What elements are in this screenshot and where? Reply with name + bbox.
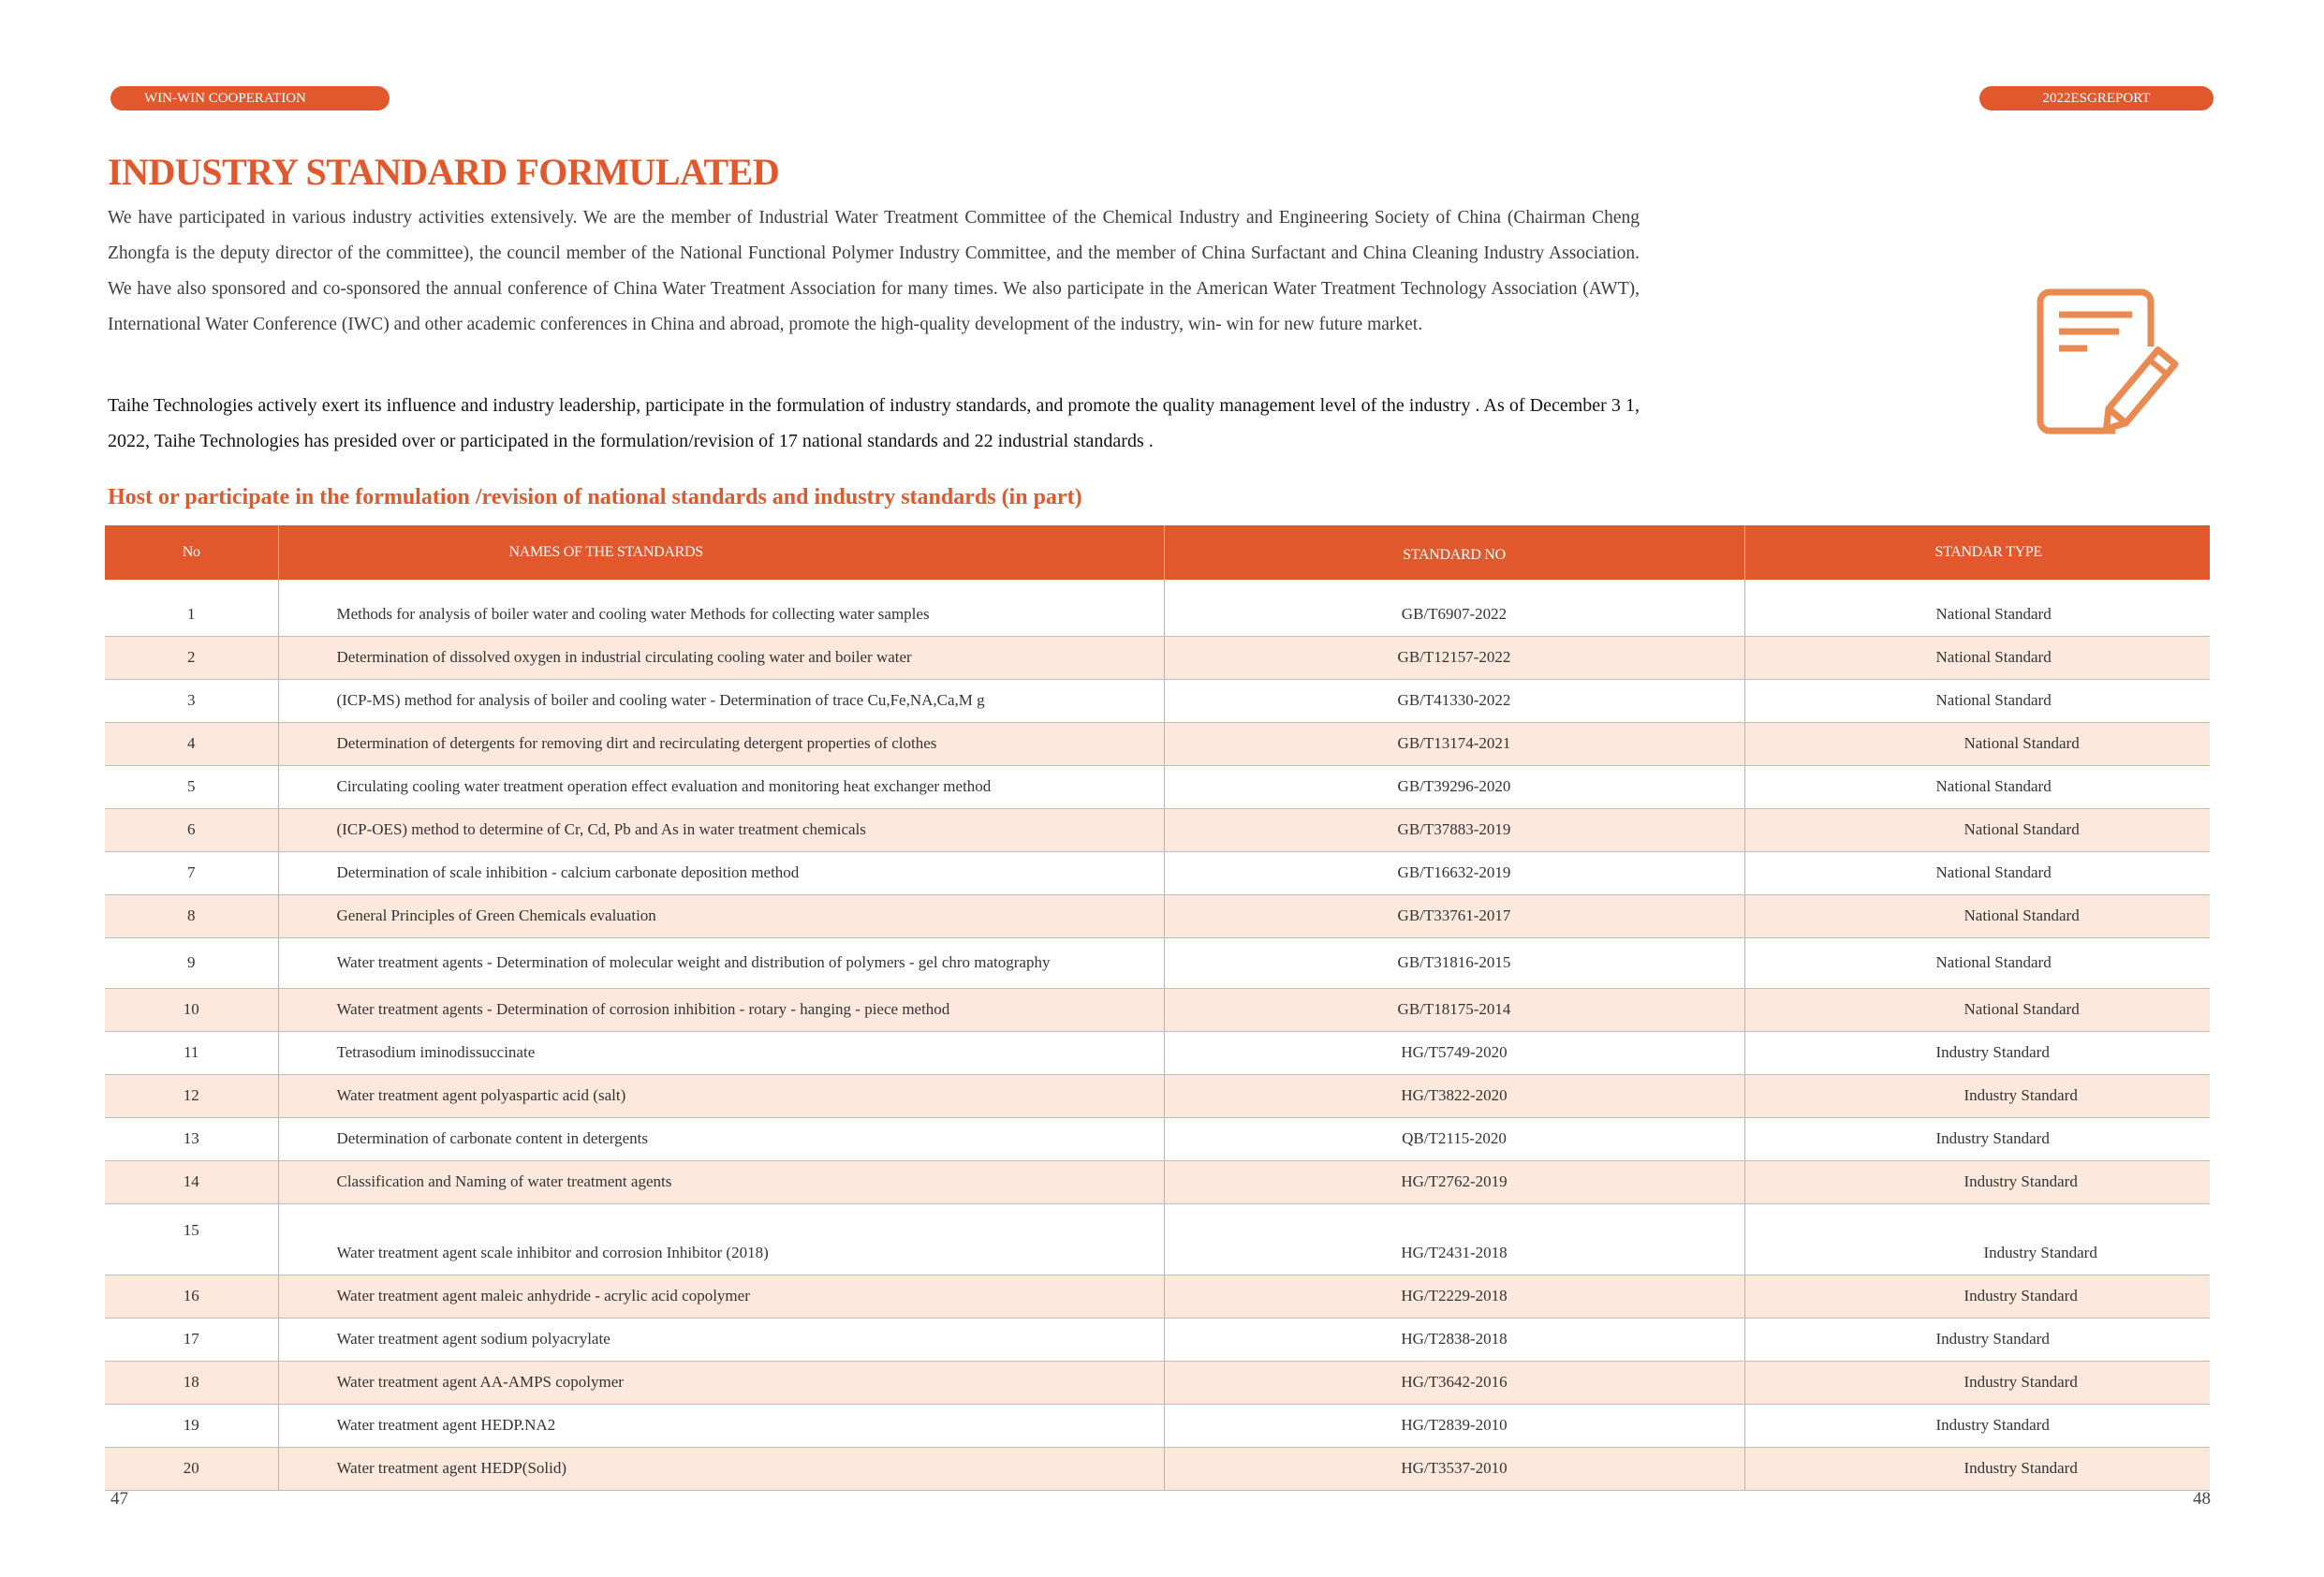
row-name: Methods for analysis of boiler water and cooling water Methods for collecting water samples: [278, 580, 1164, 636]
table-row: [105, 722, 2210, 765]
table-row: [105, 1160, 2210, 1203]
row-no: 5: [105, 765, 278, 808]
page-title: INDUSTRY STANDARD FORMULATED: [108, 151, 780, 193]
row-name: Water treatment agent polyaspartic acid (salt): [278, 1074, 1164, 1117]
row-code: GB/T16632-2019: [1164, 851, 1744, 894]
row-code: HG/T2839-2010: [1164, 1404, 1744, 1447]
row-no: 17: [105, 1318, 278, 1361]
row-name: Determination of dissolved oxygen in industrial circulating cooling water and boiler water: [278, 636, 1164, 679]
header-type: STANDAR TYPE: [1744, 525, 2210, 580]
row-code: GB/T41330-2022: [1164, 679, 1744, 722]
row-code: HG/T2431-2018: [1164, 1203, 1744, 1275]
row-type: Industry Standard: [1744, 1203, 2210, 1275]
row-no: 7: [105, 851, 278, 894]
row-type: National Standard: [1744, 722, 2210, 765]
row-name: Classification and Naming of water treatment agents: [278, 1160, 1164, 1203]
table-row: [105, 894, 2210, 937]
table-row: [105, 1031, 2210, 1074]
row-name: Water treatment agent maleic anhydride - acrylic acid copolymer: [278, 1275, 1164, 1318]
row-no: 20: [105, 1447, 278, 1490]
row-no: 13: [105, 1117, 278, 1160]
row-code: GB/T37883-2019: [1164, 808, 1744, 851]
row-name: (ICP-OES) method to determine of Cr, Cd, Pb and As in water treatment chemicals: [278, 808, 1164, 851]
row-type: National Standard: [1744, 937, 2210, 988]
row-type: Industry Standard: [1744, 1031, 2210, 1074]
row-no: 4: [105, 722, 278, 765]
row-type: National Standard: [1744, 894, 2210, 937]
row-type: Industry Standard: [1744, 1318, 2210, 1361]
row-type: National Standard: [1744, 679, 2210, 722]
row-type: Industry Standard: [1744, 1361, 2210, 1404]
summary-paragraph: Taihe Technologies actively exert its influence and industry leadership, participate in the formulation of industry standards, and promote the quality management level of the industry . As of December 3 1, 2022, Taihe Technologies has presided over or participated in the formulation/revision of 17 national standards and 22 industrial standards .: [108, 395, 1640, 451]
row-name: Water treatment agents - Determination of molecular weight and distribution of polymers - gel chro matography: [278, 937, 1164, 988]
row-type: National Standard: [1744, 851, 2210, 894]
row-no: 19: [105, 1404, 278, 1447]
table-row: [105, 851, 2210, 894]
table-row: [105, 765, 2210, 808]
standards-table: [105, 525, 2210, 1491]
intro-paragraph: We have participated in various industry activities extensively. We are the member of Industrial Water Treatment Committee of the Chemical Industry and Engineering Society of China (Chairman Cheng Zhongfa is the deputy director of the committee), the council member of the National Functional Polymer Industry Committee, and the member of China Surfactant and China Cleaning Industry Association. We have also sponsored and co-sponsored the annual conference of China Water Treatment Association for many times. We also participate in the American Water Treatment Technology Association (AWT), International Water Conference (IWC) and other academic conferences in China and abroad, promote the high-quality development of the industry, win- win for new future market.: [108, 208, 1640, 334]
row-no: 1: [105, 580, 278, 636]
row-no: 9: [105, 937, 278, 988]
report-tag: 2022ESGREPORT: [1979, 86, 2214, 111]
row-type: National Standard: [1744, 765, 2210, 808]
row-type: Industry Standard: [1744, 1404, 2210, 1447]
row-code: QB/T2115-2020: [1164, 1117, 1744, 1160]
row-code: GB/T6907-2022: [1164, 580, 1744, 636]
row-type: Industry Standard: [1744, 1074, 2210, 1117]
table-row: [105, 937, 2210, 988]
row-name: Water treatment agent AA-AMPS copolymer: [278, 1361, 1164, 1404]
row-code: HG/T3642-2016: [1164, 1361, 1744, 1404]
row-no: 10: [105, 988, 278, 1031]
row-code: GB/T18175-2014: [1164, 988, 1744, 1031]
row-code: GB/T31816-2015: [1164, 937, 1744, 988]
row-code: HG/T2838-2018: [1164, 1318, 1744, 1361]
row-name: Determination of detergents for removing dirt and recirculating detergent properties of clothes: [278, 722, 1164, 765]
row-code: GB/T12157-2022: [1164, 636, 1744, 679]
row-type: Industry Standard: [1744, 1447, 2210, 1490]
table-row: [105, 1275, 2210, 1318]
header-name: NAMES OF THE STANDARDS: [278, 525, 1164, 580]
row-no: 15: [105, 1203, 278, 1275]
row-no: 6: [105, 808, 278, 851]
row-code: HG/T3537-2010: [1164, 1447, 1744, 1490]
row-name: Determination of carbonate content in detergents: [278, 1117, 1164, 1160]
row-name: General Principles of Green Chemicals evaluation: [278, 894, 1164, 937]
table-row: [105, 1074, 2210, 1117]
row-name: Water treatment agent sodium polyacrylate: [278, 1318, 1164, 1361]
document-edit-icon: [2027, 281, 2186, 440]
table-header-row: [105, 525, 2210, 580]
table-row: [105, 679, 2210, 722]
row-no: 11: [105, 1031, 278, 1074]
table-title: Host or participate in the formulation /revision of national standards and industry standards (in part): [108, 485, 1082, 509]
row-code: GB/T39296-2020: [1164, 765, 1744, 808]
row-code: HG/T2762-2019: [1164, 1160, 1744, 1203]
page-number-right: 48: [2193, 1489, 2211, 1509]
row-code: GB/T33761-2017: [1164, 894, 1744, 937]
table-row: [105, 1361, 2210, 1404]
row-type: National Standard: [1744, 580, 2210, 636]
table-row: [105, 1404, 2210, 1447]
row-no: 16: [105, 1275, 278, 1318]
row-code: HG/T5749-2020: [1164, 1031, 1744, 1074]
row-name: Circulating cooling water treatment operation effect evaluation and monitoring heat exchanger method: [278, 765, 1164, 808]
row-name: (ICP-MS) method for analysis of boiler and cooling water - Determination of trace Cu,Fe,NA,Ca,M g: [278, 679, 1164, 722]
row-no: 12: [105, 1074, 278, 1117]
row-code: GB/T13174-2021: [1164, 722, 1744, 765]
row-name: Water treatment agent scale inhibitor and corrosion Inhibitor (2018): [278, 1203, 1164, 1275]
table-row: [105, 988, 2210, 1031]
row-type: Industry Standard: [1744, 1275, 2210, 1318]
table-row: [105, 580, 2210, 636]
row-no: 18: [105, 1361, 278, 1404]
row-code: HG/T3822-2020: [1164, 1074, 1744, 1117]
row-name: Water treatment agent HEDP(Solid): [278, 1447, 1164, 1490]
row-name: Determination of scale inhibition - calcium carbonate deposition method: [278, 851, 1164, 894]
table-row: [105, 1318, 2210, 1361]
row-type: Industry Standard: [1744, 1117, 2210, 1160]
row-name: Water treatment agents - Determination of corrosion inhibition - rotary - hanging - piece method: [278, 988, 1164, 1031]
row-no: 14: [105, 1160, 278, 1203]
row-type: Industry Standard: [1744, 1160, 2210, 1203]
row-no: 8: [105, 894, 278, 937]
table-row: [105, 1447, 2210, 1490]
header-no: No: [105, 525, 278, 580]
row-type: National Standard: [1744, 636, 2210, 679]
row-code: HG/T2229-2018: [1164, 1275, 1744, 1318]
header-code: STANDARD NO: [1164, 525, 1744, 580]
row-name: Water treatment agent HEDP.NA2: [278, 1404, 1164, 1447]
table-row: [105, 808, 2210, 851]
table-row: [105, 1203, 2210, 1275]
row-type: National Standard: [1744, 988, 2210, 1031]
page-number-left: 47: [110, 1489, 128, 1509]
section-tag: WIN-WIN COOPERATION: [110, 86, 390, 111]
table-row: [105, 1117, 2210, 1160]
table-row: [105, 636, 2210, 679]
row-name: Tetrasodium iminodissuccinate: [278, 1031, 1164, 1074]
row-no: 2: [105, 636, 278, 679]
row-no: 3: [105, 679, 278, 722]
row-type: National Standard: [1744, 808, 2210, 851]
